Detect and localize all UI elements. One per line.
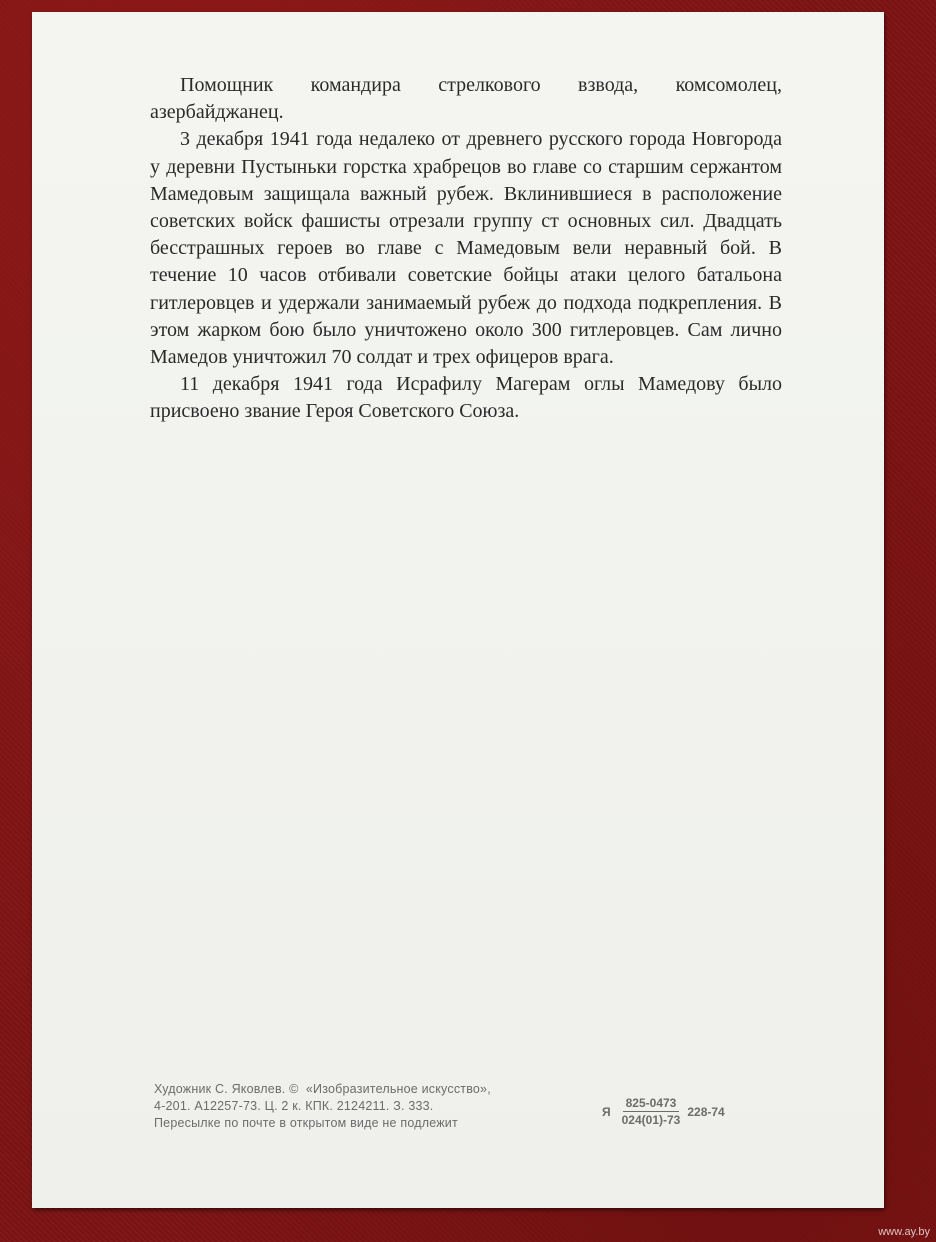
- pubcode-denominator: 024(01)-73: [621, 1113, 681, 1127]
- pubcode-letter: Я: [602, 1104, 611, 1119]
- imprint-codes-line: 4-201. А12257-73. Ц. 2 к. КПК. 2124211. З. 333.: [154, 1099, 434, 1113]
- publisher-imprint: [154, 1081, 491, 1132]
- pubcode-numerator: 825-0473: [623, 1096, 680, 1112]
- imprint-mail-notice: Пересылке по почте в открытом виде не подлежит: [154, 1116, 458, 1130]
- publication-code: [602, 1096, 725, 1127]
- postcard-back: [32, 12, 884, 1208]
- paragraph-award: 11 декабря 1941 года Исрафилу Магерам оглы Мамедову было присвоено звание Героя Советского Союза.: [150, 373, 782, 423]
- hero-biography-text: [150, 72, 782, 426]
- paragraph-intro: Помощник командира стрелкового взвода, комсомолец, азербайджанец.: [150, 74, 782, 124]
- paragraph-battle: 3 декабря 1941 года недалеко от древнего русского города Новгорода у деревни Пустыньки горстка храбрецов во главе со старшим сержантом Мамедовым защищала важный рубеж. Вклинившиеся в расположение советских войск фашисты отрезали группу ст основных сил. Двадцать бесстрашных героев во главе с Мамедовым вели неравный бой. В течение 10 часов отбивали советские бойцы атаки целого батальона гитлеровцев и удержали занимаемый рубеж до подхода подкрепления. В этом жарком бою было уничтожено около 300 гитлеровцев. Сам лично Мамедов уничтожил 70 солдат и трех офицеров врага.: [150, 128, 782, 369]
- pubcode-suffix: 228-74: [687, 1104, 725, 1119]
- pubcode-fraction: [619, 1096, 684, 1127]
- imprint-artist-line: Художник С. Яковлев. © «Изобразительное искусство»,: [154, 1082, 491, 1096]
- site-watermark: www.ay.by: [878, 1226, 930, 1238]
